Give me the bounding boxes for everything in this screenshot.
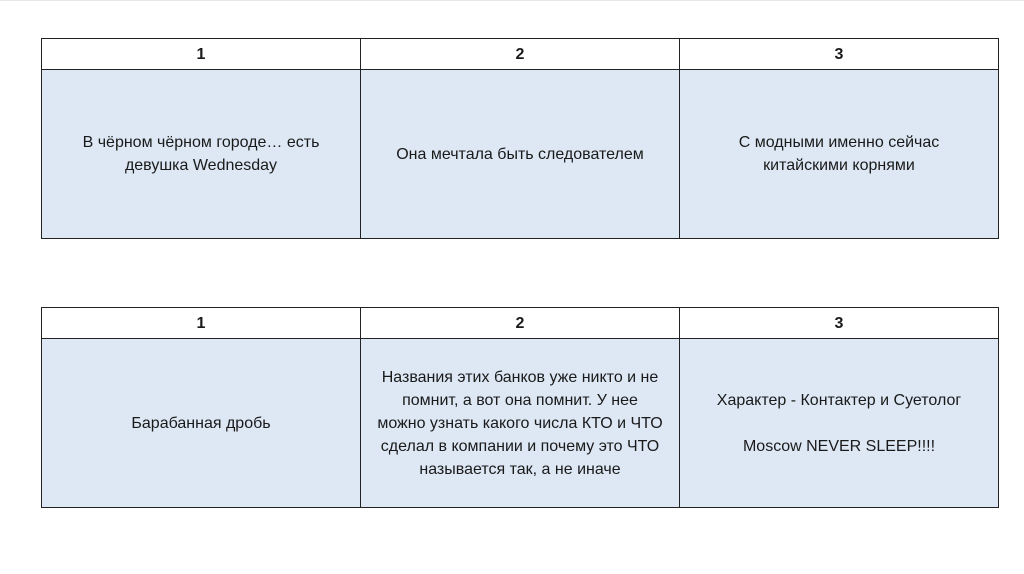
table-1-header-cell-2: 2 — [361, 39, 680, 70]
table-1-header-row — [42, 39, 999, 70]
table-1-header-cell-1: 1 — [42, 39, 361, 70]
table-2-header-cell-3: 3 — [680, 308, 999, 339]
table-1 — [41, 38, 999, 239]
table-1-body-row — [42, 70, 999, 239]
table-1-cell-2: Она мечтала быть следователем — [361, 70, 680, 239]
table-2-header-row — [42, 308, 999, 339]
table-2-body-row — [42, 339, 999, 508]
table-2-header-cell-2: 2 — [361, 308, 680, 339]
table-1-cell-3: С модными именно сейчас китайскими корнями — [680, 70, 999, 239]
table-2-cell-3: Характер - Контактер и Суетолог Moscow NEVER SLEEP!!!! — [680, 339, 999, 508]
table-2-header-cell-1: 1 — [42, 308, 361, 339]
slide-top-border — [0, 0, 1024, 1]
table-2-cell-2: Названия этих банков уже никто и не помнит, а вот она помнит. У нее можно узнать какого числа КТО и ЧТО сделал в компании и почему это ЧТО называется так, а не иначе — [361, 339, 680, 508]
table-1-header-cell-3: 3 — [680, 39, 999, 70]
table-2 — [41, 307, 999, 508]
table-2-cell-1: Барабанная дробь — [42, 339, 361, 508]
table-1-cell-1: В чёрном чёрном городе… есть девушка Wednesday — [42, 70, 361, 239]
